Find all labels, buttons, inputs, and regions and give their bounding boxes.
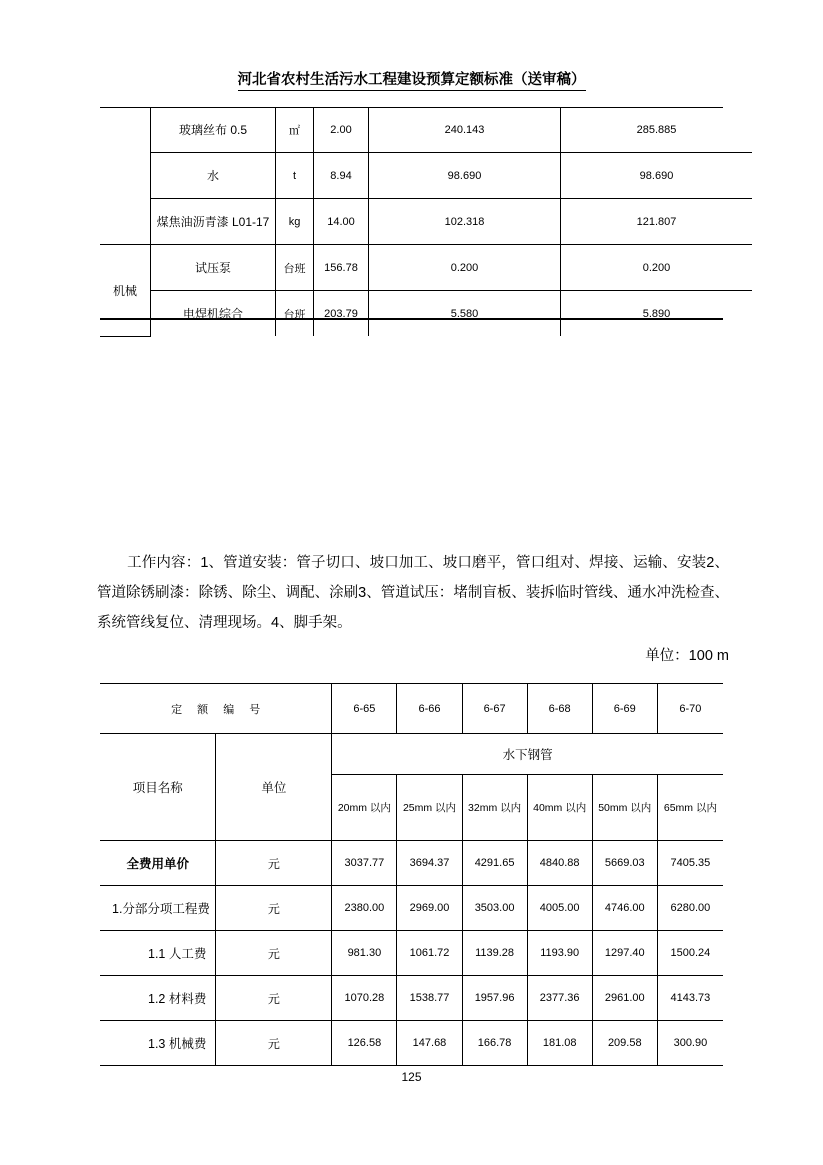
table-row (100, 291, 752, 337)
quota-row-unit: 元 (216, 931, 332, 976)
table-row (100, 1021, 723, 1066)
material-category-machinery: 机械 (100, 245, 151, 337)
quota-cell: 3503.00 (462, 886, 527, 931)
quota-row-unit: 元 (216, 841, 332, 886)
table-row (100, 199, 752, 245)
material-qty-1: 98.690 (369, 153, 561, 199)
material-unit: 台班 (276, 291, 314, 337)
quota-row-label: 1.2 材料费 (100, 976, 216, 1021)
quota-cell: 300.90 (657, 1021, 723, 1066)
quota-cell: 6280.00 (657, 886, 723, 931)
page-title (0, 68, 823, 89)
quota-cell: 147.68 (397, 1021, 462, 1066)
quota-size-3: 40mm 以内 (527, 775, 592, 841)
quota-code-1: 6-66 (397, 684, 462, 734)
unit-note: 单位：100 m (645, 648, 729, 664)
material-unit: 台班 (276, 245, 314, 291)
quota-cell: 4005.00 (527, 886, 592, 931)
quota-cell: 1070.28 (332, 976, 397, 1021)
quota-group-header: 水下钢管 (332, 734, 723, 775)
material-name: 玻璃丝布 0.5 (151, 107, 276, 153)
material-price: 203.79 (314, 291, 369, 337)
material-unit: ㎡ (276, 107, 314, 153)
quota-cell: 7405.35 (657, 841, 723, 886)
quota-unit-header: 单位 (216, 734, 332, 841)
quota-cell: 209.58 (592, 1021, 657, 1066)
quota-code-5: 6-70 (657, 684, 723, 734)
quota-cell: 1061.72 (397, 931, 462, 976)
quota-row-unit: 元 (216, 1021, 332, 1066)
table-row-group-header (100, 734, 723, 775)
quota-row-label: 全费用单价 (100, 841, 216, 886)
material-qty-1: 0.200 (369, 245, 561, 291)
work-content-text: 工作内容：1、管道安装：管子切口、坡口加工、坡口磨平，管口组对、焊接、运输、安装2、管道除锈刷漆：除锈、除尘、调配、涂刷3、管道试压：堵制盲板、装拆临时管线、通水冲洗检查、系统管线复位、清理现场。4、脚手架。 (97, 555, 729, 631)
quota-code-2: 6-67 (462, 684, 527, 734)
material-name: 试压泵 (151, 245, 276, 291)
quota-cell: 1500.24 (657, 931, 723, 976)
quota-row-unit: 元 (216, 886, 332, 931)
material-unit: kg (276, 199, 314, 245)
quota-cell: 5669.03 (592, 841, 657, 886)
table-row (100, 931, 723, 976)
material-qty-1: 240.143 (369, 107, 561, 153)
quota-cell: 2969.00 (397, 886, 462, 931)
quota-cell: 1297.40 (592, 931, 657, 976)
material-price: 14.00 (314, 199, 369, 245)
material-name: 煤焦油沥青漆 L01-17 (151, 199, 276, 245)
material-price: 8.94 (314, 153, 369, 199)
quota-cell: 4143.73 (657, 976, 723, 1021)
quota-cell: 3037.77 (332, 841, 397, 886)
table-row (100, 245, 752, 291)
quota-row-label: 1.3 机械费 (100, 1021, 216, 1066)
material-category-blank (100, 107, 151, 245)
material-price: 2.00 (314, 107, 369, 153)
quota-cell: 1193.90 (527, 931, 592, 976)
material-name: 水 (151, 153, 276, 199)
table-row (100, 153, 752, 199)
quota-size-4: 50mm 以内 (592, 775, 657, 841)
quota-row-unit: 元 (216, 976, 332, 1021)
quota-cell: 4840.88 (527, 841, 592, 886)
material-qty-2: 121.807 (561, 199, 753, 245)
quota-table-body (100, 684, 723, 1066)
quota-cell: 2380.00 (332, 886, 397, 931)
materials-table (100, 107, 752, 337)
quota-size-2: 32mm 以内 (462, 775, 527, 841)
quota-row-label: 1.1 人工费 (100, 931, 216, 976)
quota-code-header: 定 额 编 号 (100, 684, 332, 734)
quota-code-3: 6-68 (527, 684, 592, 734)
table-row-codes (100, 684, 723, 734)
quota-size-1: 25mm 以内 (397, 775, 462, 841)
quota-cell: 4291.65 (462, 841, 527, 886)
material-qty-2: 0.200 (561, 245, 753, 291)
quota-cell: 4746.00 (592, 886, 657, 931)
quota-size-0: 20mm 以内 (332, 775, 397, 841)
quota-cell: 126.58 (332, 1021, 397, 1066)
page-title-text: 河北省农村生活污水工程建设预算定额标准（送审稿） (238, 72, 586, 91)
quota-cell: 166.78 (462, 1021, 527, 1066)
quota-name-header: 项目名称 (100, 734, 216, 841)
quota-cell: 181.08 (527, 1021, 592, 1066)
quota-code-4: 6-69 (592, 684, 657, 734)
quota-cell: 1957.96 (462, 976, 527, 1021)
material-qty-2: 5.890 (561, 291, 753, 337)
quota-code-0: 6-65 (332, 684, 397, 734)
quota-cell: 1538.77 (397, 976, 462, 1021)
materials-table-body (100, 107, 752, 336)
quota-size-5: 65mm 以内 (657, 775, 723, 841)
quota-table (100, 683, 723, 1066)
material-unit: t (276, 153, 314, 199)
materials-table-bottom-rule (100, 318, 723, 320)
material-qty-2: 98.690 (561, 153, 753, 199)
work-content-paragraph (97, 548, 729, 638)
quota-cell: 981.30 (332, 931, 397, 976)
quota-cell: 3694.37 (397, 841, 462, 886)
quota-cell: 2377.36 (527, 976, 592, 1021)
quota-row-label: 1.分部分项工程费 (100, 886, 216, 931)
quota-cell: 1139.28 (462, 931, 527, 976)
table-row (100, 107, 752, 153)
table-row (100, 976, 723, 1021)
material-qty-1: 102.318 (369, 199, 561, 245)
table-row (100, 841, 723, 886)
material-name: 电焊机综合 (151, 291, 276, 337)
material-price: 156.78 (314, 245, 369, 291)
table-row (100, 886, 723, 931)
page-number: 125 (401, 1070, 422, 1084)
material-qty-2: 285.885 (561, 107, 753, 153)
material-qty-1: 5.580 (369, 291, 561, 337)
quota-cell: 2961.00 (592, 976, 657, 1021)
